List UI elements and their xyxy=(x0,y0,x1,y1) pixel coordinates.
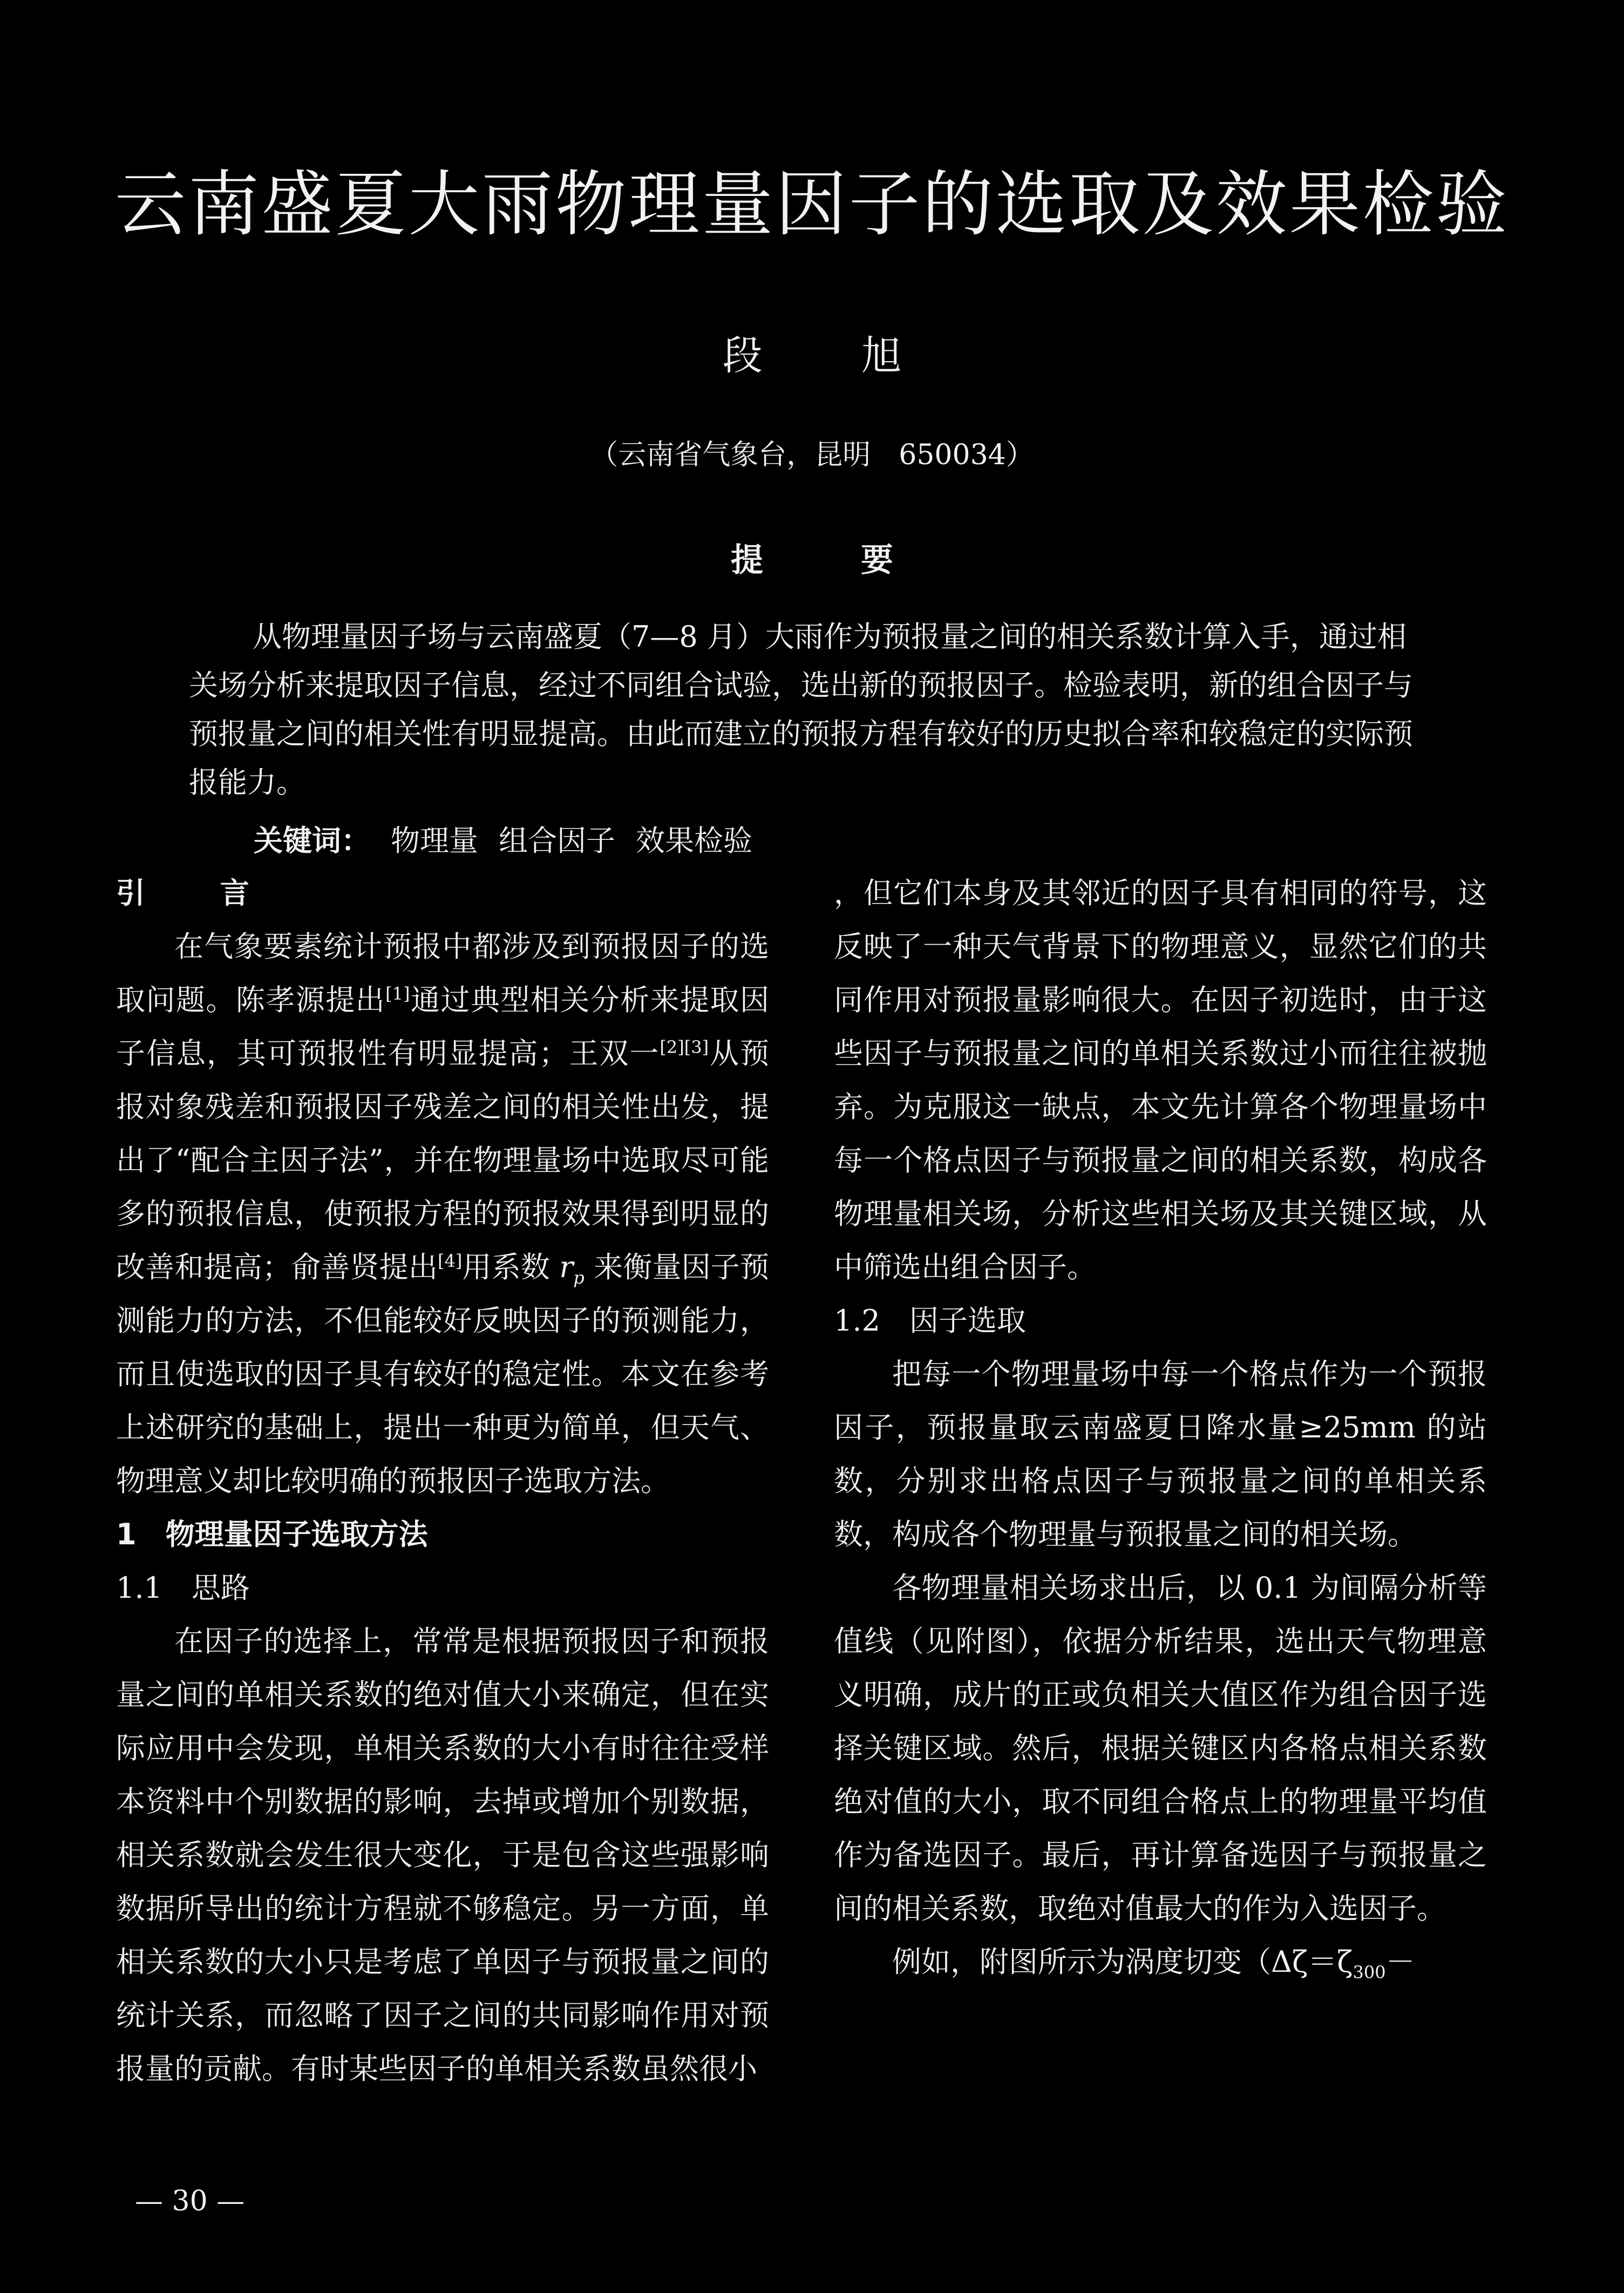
abstract-body: 从物理量因子场与云南盛夏（7—8 月）大雨作为预报量之间的相关系数计算入手，通过相关场分析来提取因子信息，经过不同组合试验，选出新的预报因子。检验表明，新的组合因子与预报量之间的相关性有明显提高。由此而建立的预报方程有较好的历史拟合率和较稳定的实际预报能力。 xyxy=(189,620,1413,799)
keyword: 物理量 xyxy=(391,824,478,858)
left-column xyxy=(116,866,769,2095)
citation-1: [1] xyxy=(385,983,410,1004)
abstract-heading: 提 要 xyxy=(731,541,936,579)
section-1-heading: 1 物理量因子选取方法 xyxy=(116,1517,428,1551)
section-1-1-paragraph: 在因子的选择上，常常是根据预报因子和预报量之间的单相关系数的绝对值大小来确定，但在实际应用中会发现，单相关系数的大小有时往往受样本资料中个别数据的影响，去掉或增加个别数据，相关系数就会发生很大变化，于是包含这些强影响数据所导出的统计方程就不够稳定。另一方面，单相关系数的大小只是考虑了单因子与预报量之间的统计关系，而忽略了因子之间的共同影响作用对预报量的贡献。有时某些因子的单相关系数虽然很小 xyxy=(116,1624,769,2086)
author-name: 段 旭 xyxy=(722,333,945,379)
section-1-2-paragraph-2: 各物理量相关场求出后，以 0.1 为间隔分析等值线（见附图），依据分析结果，选出天气物理意义明确，成片的正或负相关大值区作为组合因子选择关键区域。然后，根据关键区内各格点相关系数绝对值的大小，取不同组合格点上的物理量平均值作为备选因子。最后，再计算备选因子与预报量之间的相关系数，取绝对值最大的作为入选因子。 xyxy=(834,1571,1487,1925)
section-1-2-paragraph-3: 例如，附图所示为涡度切变（$\Delta\zeta=\zeta_{300}-$ xyxy=(892,1945,1415,1983)
author-affiliation: （云南省气象台，昆明 650034） xyxy=(590,439,1034,471)
keyword: 效果检验 xyxy=(636,824,752,858)
abstract-text xyxy=(189,613,1425,807)
keywords-line xyxy=(254,820,1441,861)
intro-paragraph: 在气象要素统计预报中都涉及到预报因子的选取问题。陈孝源提出[1]通过典型相关分析来提取因子信息，其可预报性有明显提高；王双一[2][3]从预报对象残差和预报因子残差之间的相关性出发，提出了“配合主因子法”，并在物理量场中选取尽可能多的预报信息，使预报方程的预报效果得到明显的改善和提高；俞善贤提出[4]用系数 $r_p$ 来衡量因子预测能力的方法，不但能较好反映因子的预测能力，而且使选取的因子具有较好的稳定性。本文在参考上述研究的基础上，提出一种更为简单，但天气、物理意义却比较明确的预报因子选取方法。 xyxy=(116,930,770,1498)
citation-2-3: [2][3] xyxy=(660,1037,709,1057)
keywords-label: 关键词： xyxy=(254,824,370,858)
section-1-2-paragraph-1: 把每一个物理量场中每一个格点作为一个预报因子，预报量取云南盛夏日降水量≥25mm 的站数，分别求出格点因子与预报量之间的单相关系数，构成各个物理量与预报量之间的相关场。 xyxy=(834,1357,1487,1551)
citation-4: [4] xyxy=(438,1251,463,1271)
section-1-2-heading: 1.2 因子选取 xyxy=(834,1304,1026,1338)
rp-symbol: $r_p$ xyxy=(559,1250,585,1288)
paper-title: 云南盛夏大雨物理量因子的选取及效果检验 xyxy=(114,163,1510,246)
keyword: 组合因子 xyxy=(499,824,615,858)
intro-heading: 引 言 xyxy=(116,876,282,910)
section-1-1-heading: 1.1 思路 xyxy=(116,1571,250,1605)
right-column xyxy=(834,866,1487,1989)
page-number: — 30 — xyxy=(135,2185,245,2217)
section-1-1-paragraph-continued: ，但它们本身及其邻近的因子具有相同的符号，这反映了一种天气背景下的物理意义，显然它们的共同作用对预报量影响很大。在因子初选时，由于这些因子与预报量之间的单相关系数过小而往往被抛弃。为克服这一缺点，本文先计算各个物理量场中每一个格点因子与预报量之间的相关系数，构成各物理量相关场，分析这些相关场及其关键区域，从中筛选出组合因子。 xyxy=(834,876,1487,1284)
